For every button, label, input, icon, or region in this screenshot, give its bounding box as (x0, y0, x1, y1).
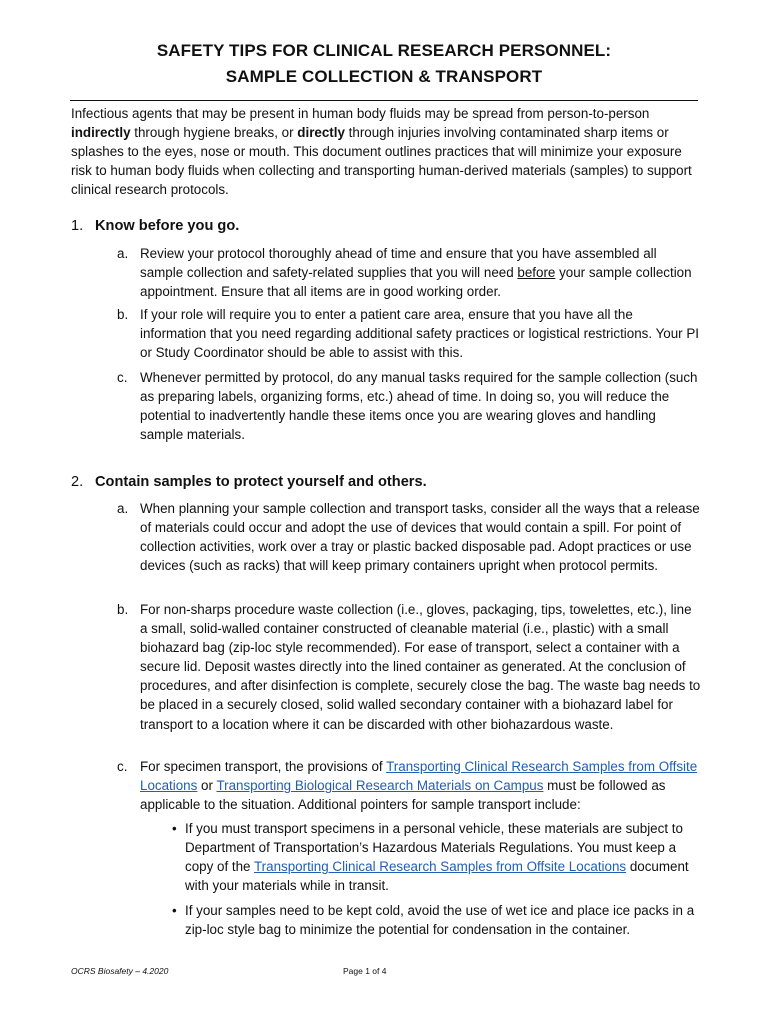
list-item-1c: c. Whenever permitted by protocol, do any manual tasks required for the sample collection (such as preparing labels, organizing forms, etc.) ahead of time. In doing so, you will reduce the potential to inadvertently handle these items once you are wearing gloves and handling sample materials. (117, 370, 698, 443)
bullet-item-2: • If your samples need to be kept cold, avoid the use of wet ice and place ice packs in a zip-loc style bag to minimize the potential for condensation in the container. (172, 903, 695, 938)
list-item-2c: c. For specimen transport, the provisions of Transporting Clinical Research Samples from Offsite Locations or Transporting Biological Research Materials on Campus must be followed as applicable to the situation. Additional pointers for sample transport include: (117, 759, 698, 813)
intro-paragraph: Infectious agents that may be present in human body fluids may be spread from person-to-person indirectly through hygiene breaks, or directly through injuries involving contaminated sharp items or splashes to the eyes, nose or mouth. This document outlines practices that will minimize your exposure risk to human body fluids when collecting and transporting human-derived materials (samples) to support clinical research protocols. (71, 106, 692, 198)
list-item-2b: b. For non-sharps procedure waste collection (i.e., gloves, packaging, tips, towelettes, etc.), line a small, solid-walled container constructed of cleanable material (i.e., plastic) with a small biohazard bag (zip-loc style recommended). For ease of transport, select a container with a secure lid. Deposit wastes directly into the lined container as generated. At the conclusion of procedures, and after disinfection is complete, securely close the bag. The waste bag needs to be placed in a securely closed, solid walled secondary container with a biohazard label for transport to a location where it can be discarded with other biohazardous waste. (117, 602, 701, 732)
bullet-icon: • (172, 903, 177, 918)
bullet-item-1: • If you must transport specimens in a personal vehicle, these materials are subject to Department of Transportation’s Hazardous Materials Regulations. You must keep a copy of the Transporting Clinical Research Samples from Offsite Locations document with your materials while in transit. (172, 821, 689, 894)
link-transporting-clinical-samples[interactable]: Transporting Clinical Research Samples from Offsite Locations (140, 759, 698, 794)
page-title (70, 38, 698, 90)
emphasis-before: before (517, 265, 556, 281)
link-transporting-biological-materials[interactable]: Transporting Biological Research Materials on Campus (216, 778, 544, 794)
footer-org-date: OCRS Biosafety – 4.2020 (71, 966, 169, 976)
emphasis-directly: directly (297, 125, 345, 141)
title-line-2: SAMPLE COLLECTION & TRANSPORT (225, 67, 543, 86)
list-item-1a: a. Review your protocol thoroughly ahead of time and ensure that you have assembled all sample collection and safety-related supplies that you will need before your sample collection appointment. Ensure that all items are in good working order. (117, 246, 692, 300)
list-item-2a: a. When planning your sample collection and transport tasks, consider all the ways that a release of materials could occur and adopt the use of devices that would contain a spill. For point of collection activities, work over a tray or plastic backed disposable pad. Adopt practices or use devices (such as racks) that will keep primary containers upright when protocol permits. (117, 501, 700, 574)
bullet-icon: • (172, 821, 177, 836)
emphasis-indirectly: indirectly (71, 125, 131, 141)
title-divider (70, 100, 698, 101)
title-line-1: SAFETY TIPS FOR CLINICAL RESEARCH PERSONNEL: (156, 41, 612, 60)
section-1-heading: 1. Know before you go. (71, 218, 240, 234)
link-transporting-clinical-samples-2[interactable]: Transporting Clinical Research Samples from Offsite Locations (254, 859, 627, 875)
section-2-heading: 2. Contain samples to protect yourself and others. (71, 474, 427, 490)
list-item-1b: b. If your role will require you to enter a patient care area, ensure that you have all the information that you need regarding additional safety practices or logistical restrictions. Your PI or Study Coordinator should be able to assist with this. (117, 307, 699, 361)
footer-page-number: Page 1 of 4 (343, 966, 387, 976)
